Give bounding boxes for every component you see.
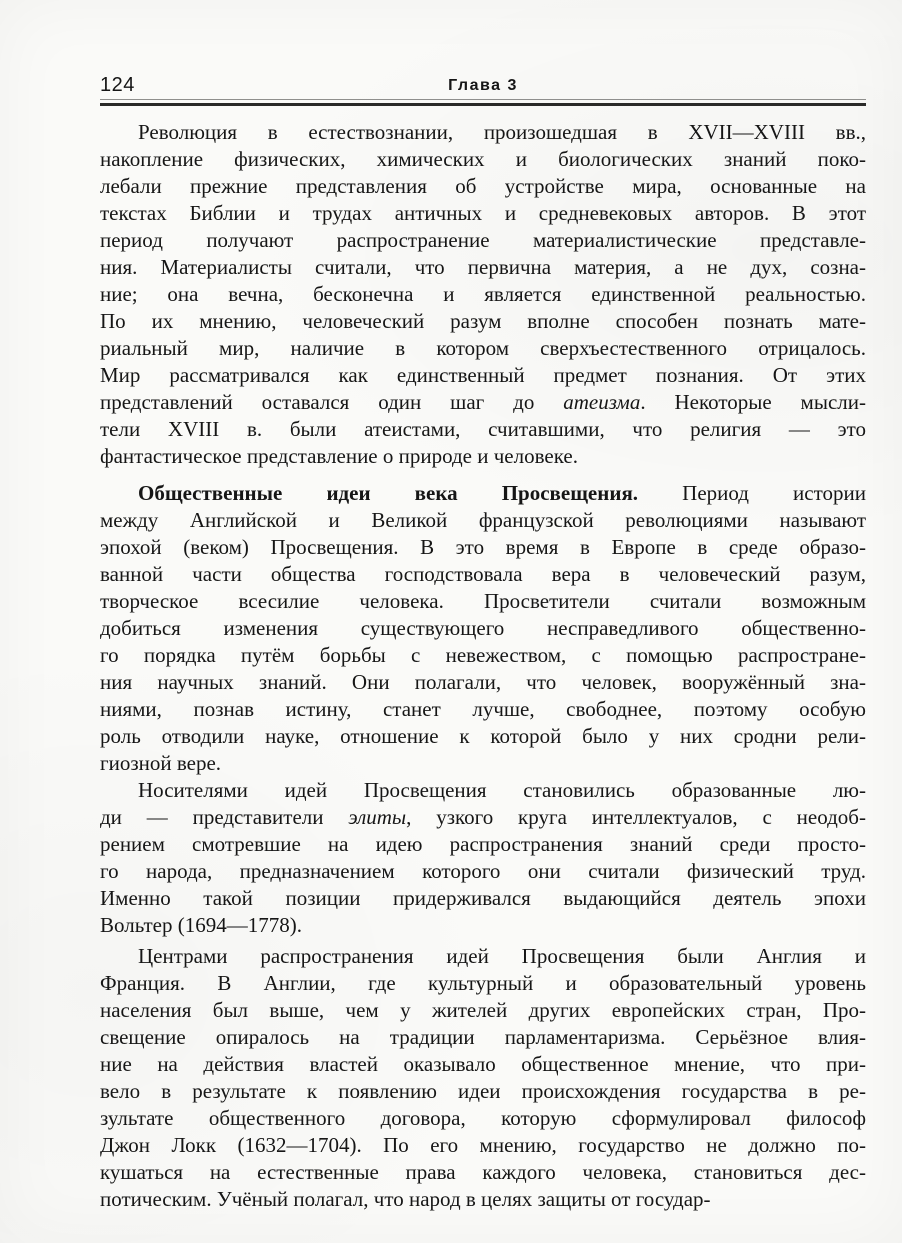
body-text: Период истории: [638, 481, 866, 505]
body-text: потическим. Учёный полагал, что народ в целях защиты от государ-: [100, 1187, 711, 1211]
body-text: риальный мир, наличие в котором сверхъестественного отрицалось.: [100, 336, 866, 360]
body-text: Франция. В Англии, где культурный и образовательный уровень: [100, 971, 866, 995]
body-text: Носителями идей Просвещения становились образованные лю-: [138, 778, 866, 802]
text-line: [100, 1024, 866, 1051]
text-line: [100, 831, 866, 858]
body-text: свещение опиралось на традиции парламентаризма. Серьёзное влия-: [100, 1025, 866, 1049]
text-line: [100, 1078, 866, 1105]
text-line: [100, 227, 866, 254]
page-body: [100, 119, 866, 1213]
body-text: вело в результате к появлению идеи происхождения государства в ре-: [100, 1079, 866, 1103]
body-text: эпохой (веком) Просвещения. В это время в Европе в среде образо-: [100, 535, 866, 559]
text-line: [100, 173, 866, 200]
body-text: гиозной вере.: [100, 751, 222, 775]
text-line: [100, 308, 866, 335]
body-text: По их мнению, человеческий разум вполне способен познать мате-: [100, 309, 866, 333]
page-number: 124: [100, 74, 135, 96]
paragraph: [100, 119, 866, 470]
body-text: фантастическое представление о природе и человеке.: [100, 444, 578, 468]
body-text: Революция в естествознании, произошедшая в XVII—XVIII вв.,: [138, 120, 866, 144]
body-text: ния. Материалисты считали, что первична материя, а не дух, созна-: [100, 255, 866, 279]
text-line: [100, 970, 866, 997]
text-line: [100, 1132, 866, 1159]
text-line: [100, 1186, 866, 1213]
body-text: , узкого круга интеллектуалов, с неодоб-: [406, 805, 866, 829]
text-line: [100, 997, 866, 1024]
text-line: [100, 1051, 866, 1078]
body-text: ванной части общества господствовала вера в человеческий разум,: [100, 562, 866, 586]
text-line: [100, 389, 866, 416]
chapter-title: Глава 3: [448, 77, 518, 94]
body-text: ния научных знаний. Они полагали, что человек, вооружённый зна-: [100, 670, 866, 694]
text-line: [100, 335, 866, 362]
text-line: [100, 912, 866, 939]
body-text: лебали прежние представления об устройстве мира, основанные на: [100, 174, 866, 198]
body-text: текстах Библии и трудах античных и средневековых авторов. В этот: [100, 201, 866, 225]
body-text: го порядка путём борьбы с невежеством, с помощью распростране-: [100, 643, 866, 667]
header-rule-thick: [100, 103, 866, 106]
paragraph: [100, 943, 866, 1213]
body-text: ние; она вечна, бесконечна и является единственной реальностью.: [100, 282, 866, 306]
text-line: [100, 507, 866, 534]
text-line: [100, 750, 866, 777]
text-line: [100, 480, 866, 507]
body-text: кушаться на естественные права каждого человека, становиться дес-: [100, 1160, 866, 1184]
italic-text: атеизма: [563, 390, 641, 414]
text-line: [100, 615, 866, 642]
text-line: [100, 943, 866, 970]
paragraph: [100, 777, 866, 939]
body-text: представлений оставался один шаг до: [100, 390, 564, 414]
italic-text: элиты: [348, 805, 407, 829]
body-text: . Некоторые мысли-: [640, 390, 866, 414]
text-line: [100, 534, 866, 561]
body-text: тели XVIII в. были атеистами, считавшими, что религия — это: [100, 417, 866, 441]
text-line: [100, 119, 866, 146]
text-line: [100, 588, 866, 615]
body-text: ниями, познав истину, станет лучше, свободнее, поэтому особую: [100, 697, 866, 721]
text-line: [100, 362, 866, 389]
text-line: [100, 561, 866, 588]
text-line: [100, 254, 866, 281]
text-line: [100, 696, 866, 723]
page-content: [100, 74, 866, 1213]
body-text: Мир рассматривался как единственный предмет познания. От этих: [100, 363, 866, 387]
text-line: [100, 200, 866, 227]
bold-text: Общественные идеи века Просвещения.: [138, 481, 639, 505]
running-head: [100, 74, 866, 98]
text-line: [100, 804, 866, 831]
body-text: Вольтер (1694—1778).: [100, 913, 302, 937]
text-line: [100, 1105, 866, 1132]
text-line: [100, 416, 866, 443]
body-text: ди — представители: [100, 805, 349, 829]
text-line: [100, 146, 866, 173]
body-text: Центрами распространения идей Просвещения были Англия и: [138, 944, 866, 968]
body-text: накопление физических, химических и биологических знаний поко-: [100, 147, 866, 171]
body-text: населения был выше, чем у жителей других европейских стран, Про-: [100, 998, 866, 1022]
body-text: го народа, предназначением которого они считали физический труд.: [100, 859, 866, 883]
body-text: Именно такой позиции придерживался выдающийся деятель эпохи: [100, 886, 866, 910]
body-text: роль отводили науке, отношение к которой было у них сродни рели-: [100, 724, 866, 748]
text-line: [100, 443, 866, 470]
body-text: Джон Локк (1632—1704). По его мнению, государство не должно по-: [100, 1133, 866, 1157]
header-rule-thin: [100, 99, 866, 100]
text-line: [100, 642, 866, 669]
text-line: [100, 669, 866, 696]
body-text: зультате общественного договора, которую сформулировал философ: [100, 1106, 866, 1130]
body-text: рением смотревшие на идею распространения знаний среди просто-: [100, 832, 866, 856]
body-text: добиться изменения существующего несправедливого общественно-: [100, 616, 866, 640]
text-line: [100, 723, 866, 750]
text-line: [100, 281, 866, 308]
paragraph: [100, 480, 866, 777]
text-line: [100, 1159, 866, 1186]
body-text: между Английской и Великой французской революциями называют: [100, 508, 866, 532]
body-text: творческое всесилие человека. Просветители считали возможным: [100, 589, 866, 613]
text-line: [100, 777, 866, 804]
body-text: ние на действия властей оказывало общественное мнение, что при-: [100, 1052, 866, 1076]
text-line: [100, 885, 866, 912]
body-text: период получают распространение материалистические представле-: [100, 228, 866, 252]
text-line: [100, 858, 866, 885]
